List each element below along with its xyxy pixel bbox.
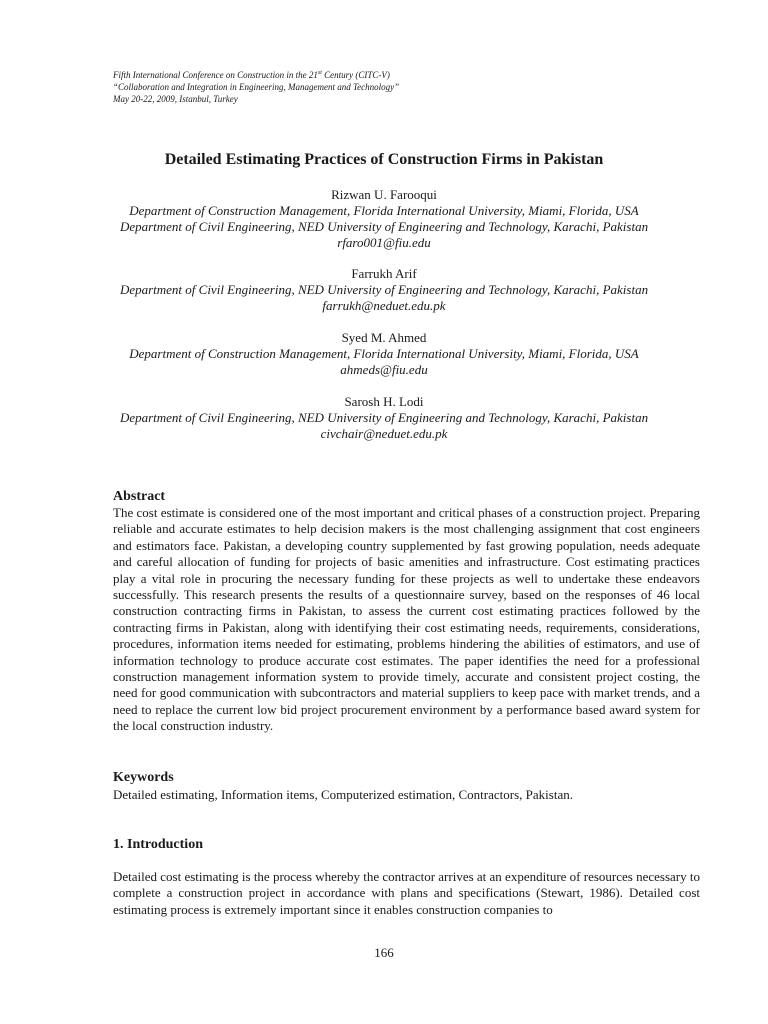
author-affiliation: Department of Civil Engineering, NED University of Engineering and Technology, Karachi, Pakistan (119, 219, 649, 234)
author-email: farrukh@neduet.edu.pk (322, 298, 446, 313)
author-email: ahmeds@fiu.edu (340, 362, 428, 377)
author-name: Farrukh Arif (351, 266, 417, 281)
keywords-body: Detailed estimating, Information items, Computerized estimation, Contractors, Pakistan. (113, 787, 573, 802)
author-affiliation: Department of Civil Engineering, NED University of Engineering and Technology, Karachi, Pakistan (119, 410, 649, 425)
page-number: 166 (374, 945, 394, 960)
author-affiliation: Department of Civil Engineering, NED University of Engineering and Technology, Karachi, Pakistan (119, 282, 649, 297)
author-block (60, 394, 708, 442)
conference-header (113, 69, 673, 105)
author-block (60, 330, 708, 378)
introduction-heading: 1. Introduction (113, 837, 203, 852)
keywords-heading: Keywords (113, 770, 174, 785)
author-affiliation: Department of Construction Management, Florida International University, Miami, Florida, USA (129, 203, 639, 218)
author-email: rfaro001@fiu.edu (337, 235, 431, 250)
author-name: Syed M. Ahmed (341, 330, 427, 345)
abstract-body: The cost estimate is considered one of the most important and critical phases of a construction project. Preparing reliable and accurate estimates to help decision makers is the most challenging assignment that cost engineers and estimators face. Pakistan, a developing country supplemented by fast growing population, needs adequate and careful allocation of funding for projects of basic amenities and infrastructure. Cost estimating practices play a vital role in procuring the necessary funding for these projects as well to undertake these endeavors successfully. This research presents the results of a questionnaire survey, based on the responses of 46 local construction contracting firms in Pakistan, to assess the current cost estimating practices followed by the contracting firms in Pakistan, along with identifying their cost estimating needs, requirements, considerations, procedures, information items needed for estimating, problems hindering the abilities of estimators, and use of information technology to produce accurate cost estimates. The paper identifies the need for a professional construction management information system to provide timely, accurate and consistent project costing, the need for good communication with subcontractors and material suppliers to keep pace with market trends, and a need to replace the current low bid project procurement environment by a performance based award system for the local construction industry. (113, 505, 700, 734)
paper-title: Detailed Estimating Practices of Construction Firms in Pakistan (164, 151, 604, 168)
author-affiliation: Department of Construction Management, Florida International University, Miami, Florida, USA (129, 346, 639, 361)
author-name: Rizwan U. Farooqui (331, 187, 437, 202)
author-block (60, 187, 708, 251)
introduction-body: Detailed cost estimating is the process whereby the contractor arrives at an expenditure of resources necessary to complete a construction project in accordance with plans and specifications (Stewart, 1986). Detailed cost estimating process is extremely important since it enables construction companies to (113, 869, 700, 917)
conference-header-line-2: “Collaboration and Integration in Engineering, Management and Technology” (113, 82, 400, 92)
author-name: Sarosh H. Lodi (344, 394, 424, 409)
author-email: civchair@neduet.edu.pk (320, 426, 448, 441)
abstract-heading: Abstract (113, 489, 166, 504)
conference-header-line-1: Fifth International Conference on Construction in the 21st Century (CITC-V) (113, 70, 390, 80)
conference-header-line-3: May 20-22, 2009, Istanbul, Turkey (113, 94, 238, 104)
author-block (60, 266, 708, 314)
